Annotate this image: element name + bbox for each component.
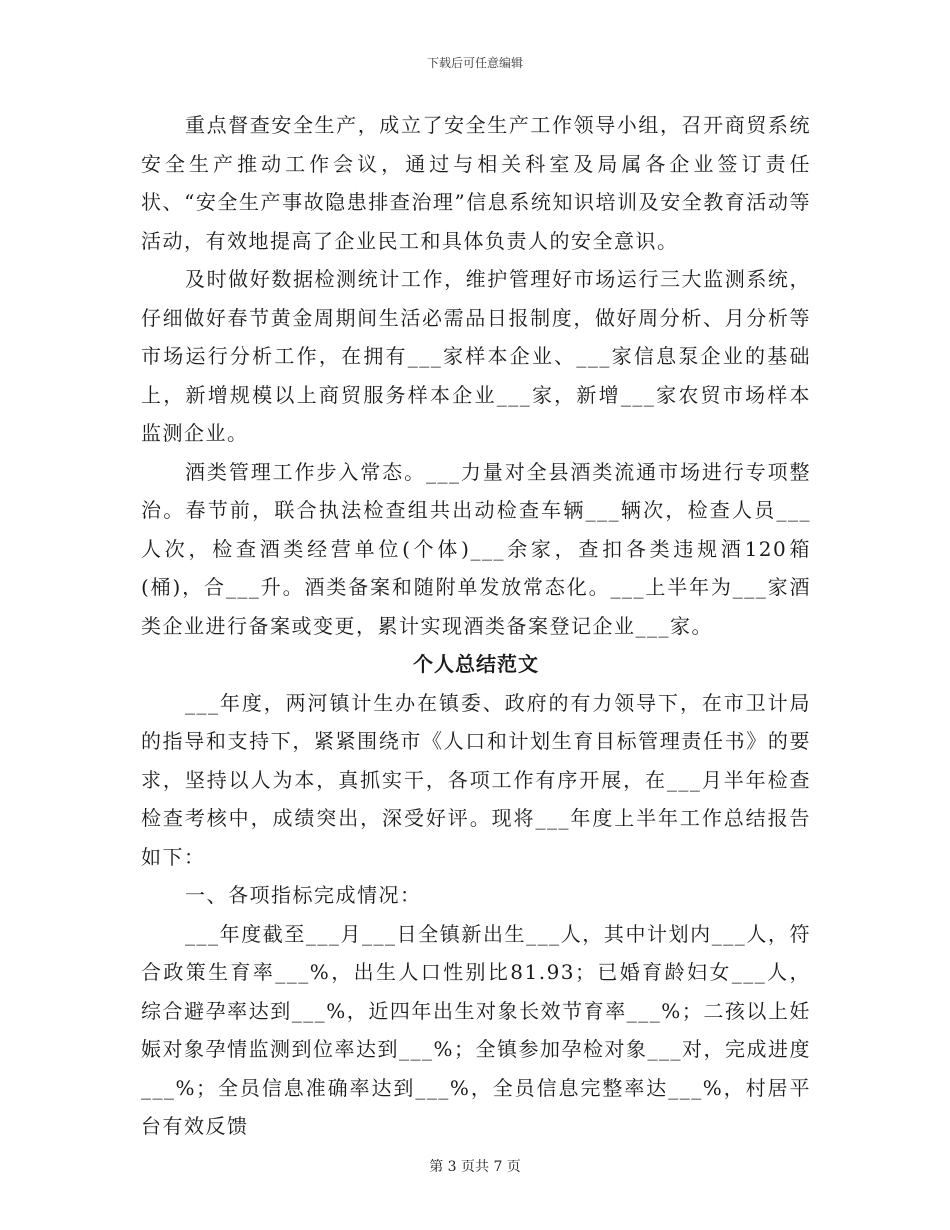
page-header: 下载后可任意编辑	[426, 56, 523, 70]
paragraph-annual-intro: ___年度，两河镇计生办在镇委、政府的有力领导下，在市卫计局的指导和支持下，紧紧围绕市《人口和计划生育目标管理责任书》的要求，坚持以人为本，真抓实干，各项工作有序开展，在___月半年检查检查考核中，成绩突出，深受好评。现将___年度上半年工作总结报告如下：	[141, 690, 811, 869]
paragraph-safety-production: 重点督查安全生产，成立了安全生产工作领导小组，召开商贸系统安全生产推动工作会议，通过与相关科室及局属各企业签订责任状、“安全生产事故隐患排查治理”信息系统知识培训及安全教育活动等活动，有效地提高了企业民工和具体负责人的安全意识。	[141, 113, 811, 253]
page-footer: 第 3 页共 7 页	[429, 1159, 521, 1175]
paragraph-data-monitoring: 及时做好数据检测统计工作，维护管理好市场运行三大监测系统，仔细做好春节黄金周期间生活必需品日报制度，做好周分析、月分析等市场运行分析工作，在拥有___家样本企业、___家信息泵企业的基础上，新增规模以上商贸服务样本企业___家，新增___家农贸市场样本监测企业。	[141, 267, 811, 445]
document-body	[141, 106, 811, 1146]
section-title: 个人总结范文	[413, 652, 539, 676]
paragraph-liquor-management: 酒类管理工作步入常态。___力量对全县酒类流通市场进行专项整治。春节前，联合执法检查组共出动检查车辆___辆次，检查人员___人次，检查酒类经营单位(个体)___余家，查扣各类违规酒120箱(桶)，合___升。酒类备案和随附单发放常态化。___上半年为___家酒类企业进行备案或变更，累计实现酒类备案登记企业___家。	[141, 459, 811, 638]
paragraph-indicator-details: ___年度截至___月___日全镇新出生___人，其中计划内___人，符合政策生育率___%，出生人口性别比81.93；已婚育龄妇女___人，综合避孕率达到___%，近四年出生对象长效节育率___%；二孩以上妊娠对象孕情监测到位率达到___%；全镇参加孕检对象___对，完成进度___%；全员信息准确率达到___%，全员信息完整率达___%，村居平台有效反馈	[141, 921, 812, 1138]
paragraph-indicator-heading: 一、各项指标完成情况：	[185, 883, 422, 907]
